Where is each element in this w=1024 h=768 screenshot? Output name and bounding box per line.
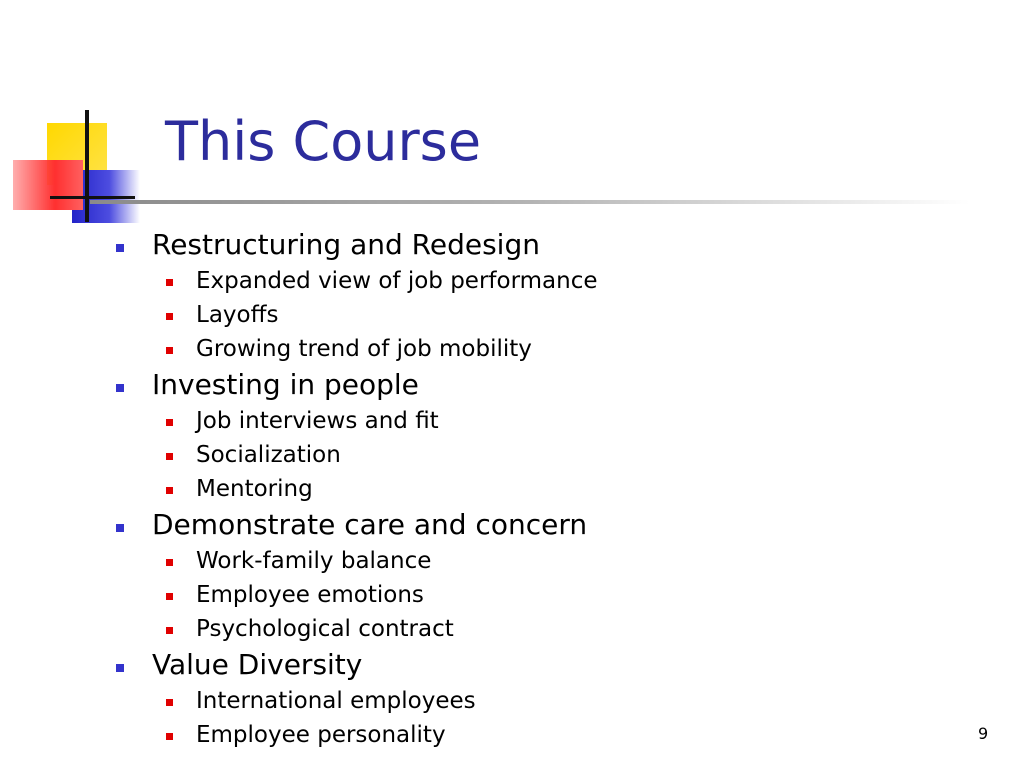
list-item-text: Expanded view of job performance — [196, 268, 598, 294]
list-item — [112, 298, 992, 332]
list-item-text: Psychological contract — [196, 616, 454, 642]
subsection-restructuring — [112, 264, 992, 366]
slide-body — [112, 226, 992, 752]
list-item-text: Employee emotions — [196, 582, 424, 608]
square-bullet-icon — [166, 279, 173, 286]
list-item-text: Growing trend of job mobility — [196, 336, 532, 362]
list-item — [112, 332, 992, 366]
list-item — [112, 438, 992, 472]
square-bullet-icon — [166, 453, 173, 460]
slide-title: This Course — [165, 110, 482, 173]
section-diversity — [112, 646, 992, 684]
list-item — [112, 612, 992, 646]
list-item-text: Work-family balance — [196, 548, 432, 574]
section-restructuring — [112, 226, 992, 264]
list-item-text: Mentoring — [196, 476, 313, 502]
square-bullet-icon — [166, 733, 173, 740]
section-investing — [112, 366, 992, 404]
bullet-list — [112, 226, 992, 752]
page-number: 9 — [978, 724, 989, 743]
logo-horizontal-line — [50, 196, 135, 199]
square-bullet-icon — [166, 419, 173, 426]
square-bullet-icon — [166, 313, 173, 320]
list-item — [112, 264, 992, 298]
list-item — [112, 578, 992, 612]
list-item — [112, 718, 992, 752]
subsection-care — [112, 544, 992, 646]
square-bullet-icon — [166, 699, 173, 706]
logo-vertical-line — [85, 110, 89, 222]
square-bullet-icon — [116, 524, 124, 532]
section-label: Investing in people — [152, 368, 419, 401]
section-label: Restructuring and Redesign — [152, 228, 540, 261]
subsection-diversity — [112, 684, 992, 752]
section-care — [112, 506, 992, 544]
title-underline — [90, 200, 970, 204]
square-bullet-icon — [166, 627, 173, 634]
list-item-text: Layoffs — [196, 302, 279, 328]
list-item-text: Employee personality — [196, 722, 446, 748]
list-item — [112, 472, 992, 506]
square-bullet-icon — [166, 559, 173, 566]
list-item-text: Socialization — [196, 442, 341, 468]
square-bullet-icon — [116, 244, 124, 252]
list-item-text: Job interviews and fit — [196, 408, 439, 434]
list-item-text: International employees — [196, 688, 476, 714]
list-item — [112, 404, 992, 438]
square-bullet-icon — [116, 664, 124, 672]
square-bullet-icon — [166, 487, 173, 494]
square-bullet-icon — [166, 347, 173, 354]
section-label: Demonstrate care and concern — [152, 508, 588, 541]
subsection-investing — [112, 404, 992, 506]
square-bullet-icon — [116, 384, 124, 392]
section-label: Value Diversity — [152, 648, 363, 681]
logo-red-square — [13, 160, 83, 210]
square-bullet-icon — [166, 593, 173, 600]
list-item — [112, 544, 992, 578]
list-item — [112, 684, 992, 718]
